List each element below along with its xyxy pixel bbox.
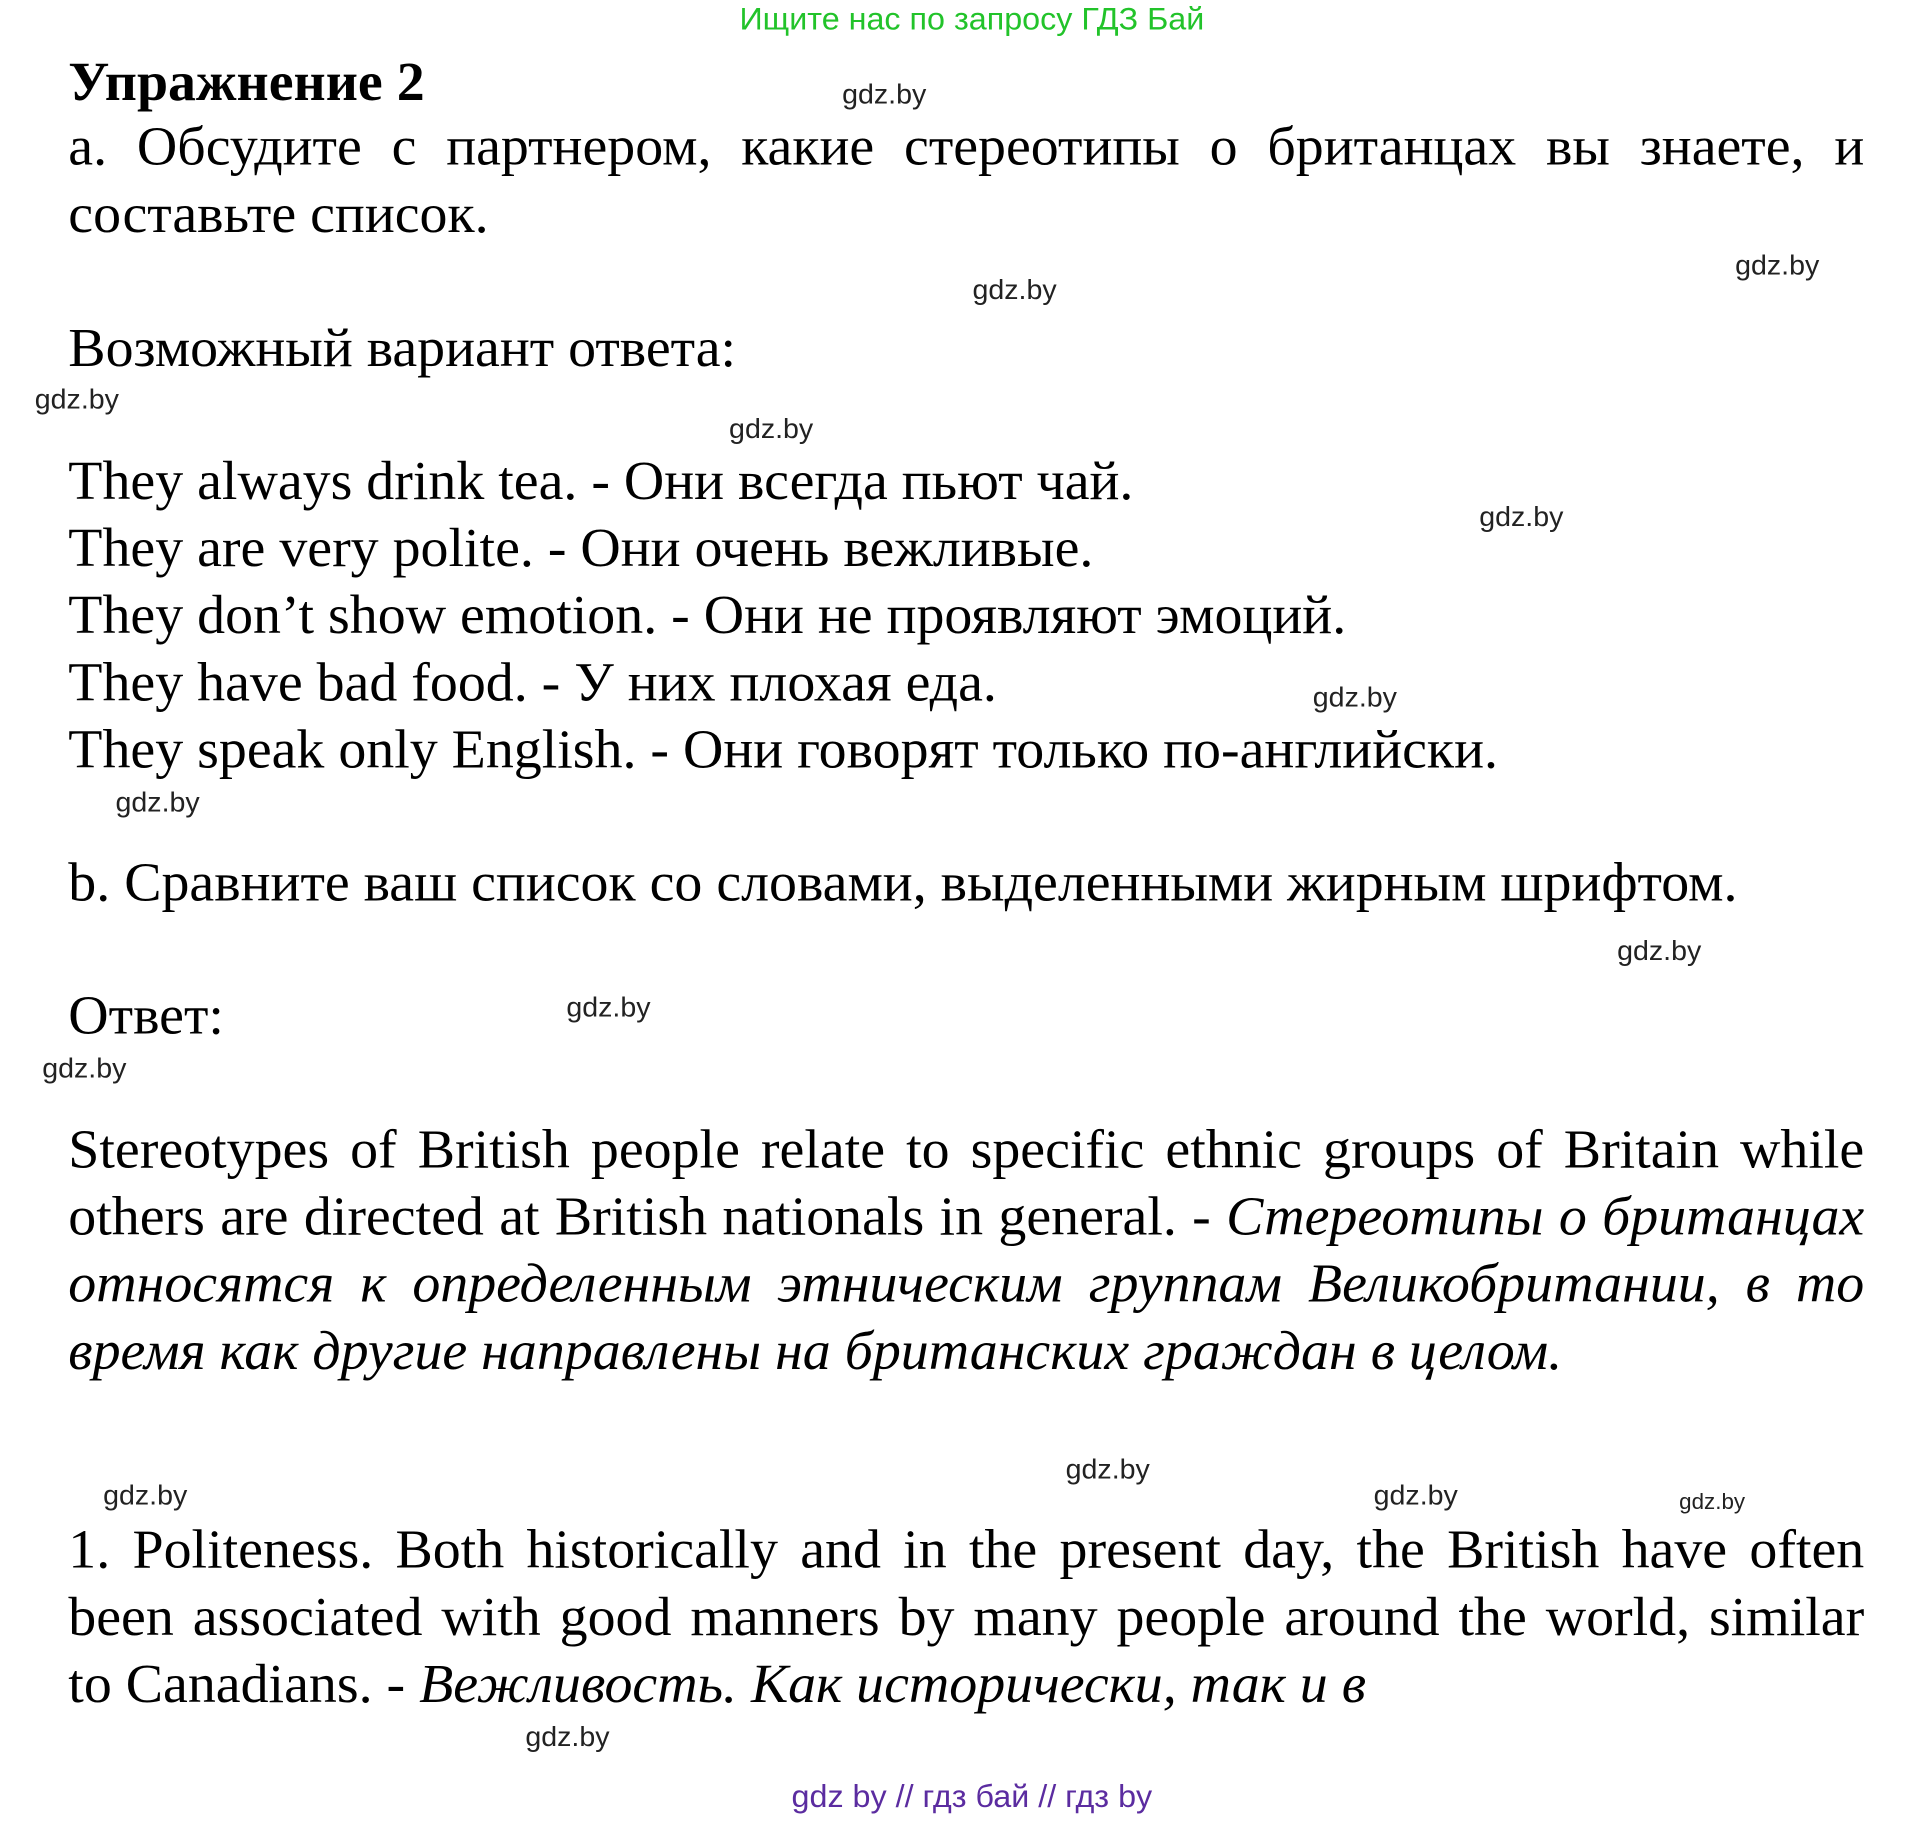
watermark: gdz.by (115, 785, 200, 818)
list-item: They have bad food. - У них плохая еда. (68, 651, 997, 713)
watermark: gdz.by (1679, 1489, 1746, 1515)
paragraph-en: 1. Politeness. Both historically and in the present day, the British have often been associated with good manners by many people around the world, similar to Canadians. - (68, 1518, 1865, 1715)
watermark: gdz.by (525, 1720, 610, 1752)
watermark: gdz.by (972, 273, 1057, 305)
possible-answer-label: Возможный вариант ответа: (68, 317, 737, 379)
task-a: a. Обсудите с партнером, какие стереотипы о британцах вы знаете, и составьте список. (68, 115, 1865, 244)
watermark: gdz.by (1735, 248, 1820, 281)
watermark: gdz.by (1373, 1478, 1458, 1511)
paragraph-politeness (68, 1516, 1864, 1717)
watermark: gdz.by (103, 1478, 188, 1511)
list-item: They are very polite. - Они очень вежливые. (68, 517, 1094, 579)
watermark: gdz.by (566, 990, 651, 1023)
list-item: They speak only English. - Они говорят только по-английски. (68, 718, 1498, 780)
watermark: gdz.by (42, 1051, 127, 1084)
watermark: gdz.by (1065, 1453, 1150, 1485)
watermark: gdz.by (1312, 680, 1397, 713)
paragraph-stereotypes (68, 1116, 1864, 1384)
task-b: b. Сравните ваш список со словами, выделенными жирным шрифтом. (68, 851, 1738, 913)
list-item: They always drink tea. - Они всегда пьют чай. (68, 450, 1134, 512)
watermark: gdz.by (1479, 500, 1564, 532)
paragraph-ru: Вежливость. Как исторически, так и в (419, 1653, 1366, 1715)
header-search-hint[interactable]: Ищите нас по запросу ГДЗ Бай (739, 0, 1205, 37)
watermark: gdz.by (34, 383, 119, 415)
list-item: They don’t show emotion. - Они не проявляют эмоций. (68, 584, 1347, 646)
watermark: gdz.by (1617, 934, 1702, 967)
paragraph-en: Stereotypes of British people relate to specific ethnic groups of Britain while others are directed at British nationals in general. - (68, 1118, 1865, 1247)
watermark: gdz.by (842, 78, 927, 110)
watermark: gdz.by (729, 412, 814, 445)
footer-links[interactable]: gdz by // гдз бай // гдз by (791, 1777, 1153, 1815)
exercise-title: Упражнение 2 (68, 51, 425, 113)
paragraph-ru: Стереотипы о британцах относятся к определенным этническим группам Великобритании, в то время как другие направлены на британских граждан в целом. (68, 1185, 1865, 1382)
answer-label: Ответ: (68, 984, 224, 1046)
